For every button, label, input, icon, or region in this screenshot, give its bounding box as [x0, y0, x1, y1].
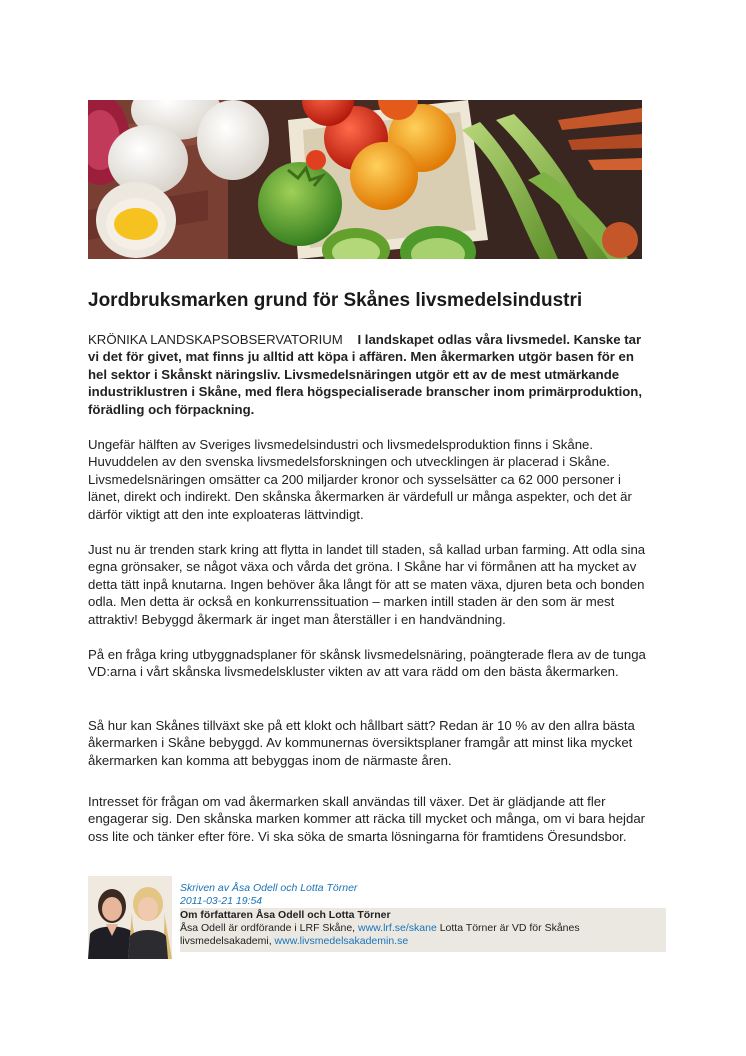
- author-link[interactable]: Skriven av Åsa Odell och Lotta Törner: [180, 882, 358, 894]
- article-kicker: KRÖNIKA LANDSKAPSOBSERVATORIUM: [88, 332, 343, 347]
- livsmedelsakademin-link[interactable]: www.livsmedelsakademin.se: [274, 935, 409, 947]
- publish-date: 2011-03-21 19:54: [180, 895, 263, 907]
- article-title: Jordbruksmarken grund för Skånes livsmedelsindustri: [88, 290, 583, 311]
- article-lead: [88, 331, 648, 418]
- about-text: [180, 922, 662, 948]
- produce-photo-icon: [88, 100, 642, 259]
- paragraph: Ungefär hälften av Sveriges livsmedelsindustri och livsmedelsproduktion finns i Skåne. Huvuddelen av den svenska livsmedelsforskningen och utvecklingen är placerad i Skåne. Livsmedelsnäringen omsätter ca 200 miljarder kronor och sysselsätter ca 62 000 personer i länet, direkt och indirekt. Den skånska åkermarken är värdefull ur många aspekter, och det är därför viktigt att den inte exploateras lättvindigt.: [88, 437, 632, 522]
- authors-portrait-icon: [88, 876, 172, 959]
- about-text-part: Lotta Törner är VD för Skånes livsmedelsakademi,: [180, 922, 580, 947]
- lrf-link[interactable]: www.lrf.se/skane: [358, 922, 437, 934]
- lead-text: I landskapet odlas våra livsmedel. Kanske tar vi det för givet, mat finns ju alltid att köpa i affären. Men åkermarken utgör basen för en hel sektor i Skånskt näringsliv. Livsmedelsnäringen utgör ett av de mest utmärkande industriklustren i Skåne, med flera högspecialiserade branscher inom primärproduktion, förädling och förpackning.: [88, 332, 643, 417]
- about-author-box: [180, 908, 666, 952]
- paragraph: Just nu är trenden stark kring att flytta in landet till staden, så kallad urban farming. Att odla sina egna grönsaker, se något växa och vårda det gröna. I Skåne har vi förmånen att ha mycket av detta tätt inpå knutarna. Ingen behöver åka långt för att se maten växa, djuren beta och bonden odla. Men detta är också en konkurrenssituation – marken intill staden är den som är mest attraktiv! Bebyggd åkermark är inget man återställer i en handvändning.: [88, 542, 646, 627]
- author-byline: [88, 876, 660, 959]
- paragraph: Så hur kan Skånes tillväxt ske på ett klokt och hållbart sätt? Redan är 10 % av den allra bästa åkermarken i Skåne bebyggd. Av kommunernas översiktsplaner framgår att minst lika mycket åkermarken kan komma att bebyggas inom de närmaste åren.: [88, 718, 635, 768]
- header-image: [88, 100, 642, 259]
- authors-photo: [88, 876, 172, 959]
- about-text-part: Åsa Odell är ordförande i LRF Skåne,: [180, 922, 359, 934]
- paragraph: Intresset för frågan om vad åkermarken skall användas till växer. Det är glädjande att fler engagerar sig. Den skånska marken kommer att räcka till mycket och många, om vi bara hejdar oss lite och tänker efter före. Vi ska söka de smarta lösningarna för framtidens Öresundsbor.: [88, 794, 646, 844]
- about-title: Om författaren Åsa Odell och Lotta Törner: [180, 909, 391, 921]
- byline-meta: [180, 882, 658, 952]
- paragraph: På en fråga kring utbyggnadsplaner för skånsk livsmedelsnäring, poängterade flera av de tunga VD:arna i vårt skånska livsmedelskluster vikten av att vara rädd om den bästa åkermarken.: [88, 647, 646, 680]
